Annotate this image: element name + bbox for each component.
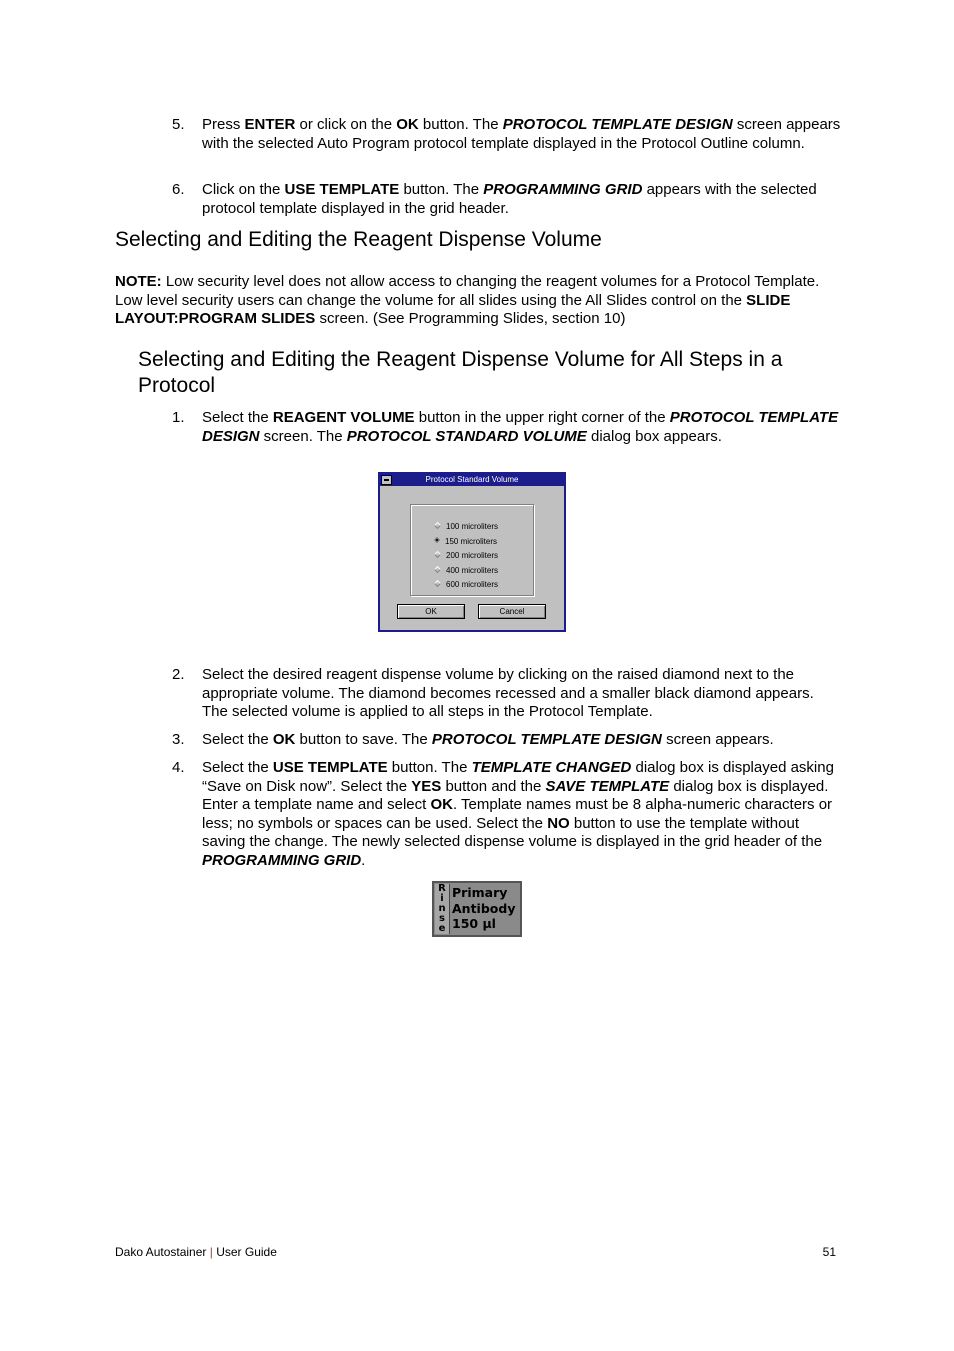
volume-option[interactable]: 100 microliters — [435, 521, 498, 533]
step-4-text: Select the USE TEMPLATE button. The TEMPLATE CHANGED dialog box is displayed asking “Save on Disk now”. Select the YES button and the SAVE TEMPLATE dialog box is displayed. Enter a template name and select OK. Template names must be 8 alpha-numeric characters or less; no symbols or spaces can be used. Select the NO button to use the template without saving the change. The newly selected dispense volume is displayed in the grid header of the PROGRAMMING GRID. — [202, 759, 834, 869]
footer-title: Dako Autostainer | User Guide — [115, 1245, 277, 1259]
cancel-button[interactable]: Cancel — [478, 604, 546, 619]
step-6-text: Click on the USE TEMPLATE button. The PROGRAMMING GRID appears with the selected protocol template displayed in the grid header. — [202, 181, 817, 217]
volume-option[interactable]: 200 microliters — [435, 550, 498, 562]
ok-button[interactable]: OK — [397, 604, 465, 619]
step-number: 4. — [172, 759, 185, 776]
step-number: 6. — [172, 181, 185, 198]
footer-separator: | — [209, 1245, 213, 1259]
protocol-standard-volume-dialog — [378, 472, 566, 632]
subsection-heading: Selecting and Editing the Reagent Dispense Volume for All Steps in a Protocol — [138, 348, 783, 397]
volume-option-group — [410, 504, 534, 596]
radio-diamond-selected-icon — [434, 538, 440, 544]
radio-diamond-icon — [434, 522, 441, 529]
step-2-text: Select the desired reagent dispense volume by clicking on the raised diamond next to the appropriate volume. The diamond becomes recessed and a smaller black diamond appears. The selected volume is applied to all steps in the Protocol Template. — [202, 666, 814, 720]
step-number: 5. — [172, 116, 185, 133]
radio-diamond-icon — [434, 566, 441, 573]
page-number: 51 — [822, 1245, 836, 1259]
volume-option[interactable]: 400 microliters — [435, 565, 498, 577]
security-note: NOTE: Low security level does not allow access to changing the reagent volumes for a Protocol Template. Low level security users can change the volume for all slides using the All Slides control on the SLIDE LAYOUT:PROGRAM SLIDES screen. (See Programming Slides, section 10) — [115, 273, 820, 327]
step-5-text: Press ENTER or click on the OK button. The PROTOCOL TEMPLATE DESIGN screen appears with the selected Auto Program protocol template displayed in the Protocol Outline column. — [202, 116, 841, 152]
step-1-text: Select the REAGENT VOLUME button in the upper right corner of the PROTOCOL TEMPLATE DESIGN screen. The PROTOCOL STANDARD VOLUME dialog box appears. — [202, 409, 839, 445]
system-menu-icon[interactable] — [381, 475, 392, 485]
radio-diamond-icon — [434, 551, 441, 558]
rinse-label: R i n s e — [435, 884, 450, 934]
radio-diamond-icon — [434, 580, 441, 587]
volume-option[interactable]: 600 microliters — [435, 579, 498, 591]
grid-header-cell — [432, 881, 522, 937]
step-number: 2. — [172, 666, 185, 683]
section-heading: Selecting and Editing the Reagent Dispense Volume — [115, 228, 602, 251]
grid-header-text: Primary Antibody 150 µl — [452, 885, 516, 931]
step-3-text: Select the OK button to save. The PROTOCOL TEMPLATE DESIGN screen appears. — [202, 731, 774, 748]
dialog-title: Protocol Standard Volume — [380, 474, 564, 486]
volume-option[interactable]: 150 microliters — [435, 536, 497, 548]
step-number: 3. — [172, 731, 185, 748]
step-number: 1. — [172, 409, 185, 426]
